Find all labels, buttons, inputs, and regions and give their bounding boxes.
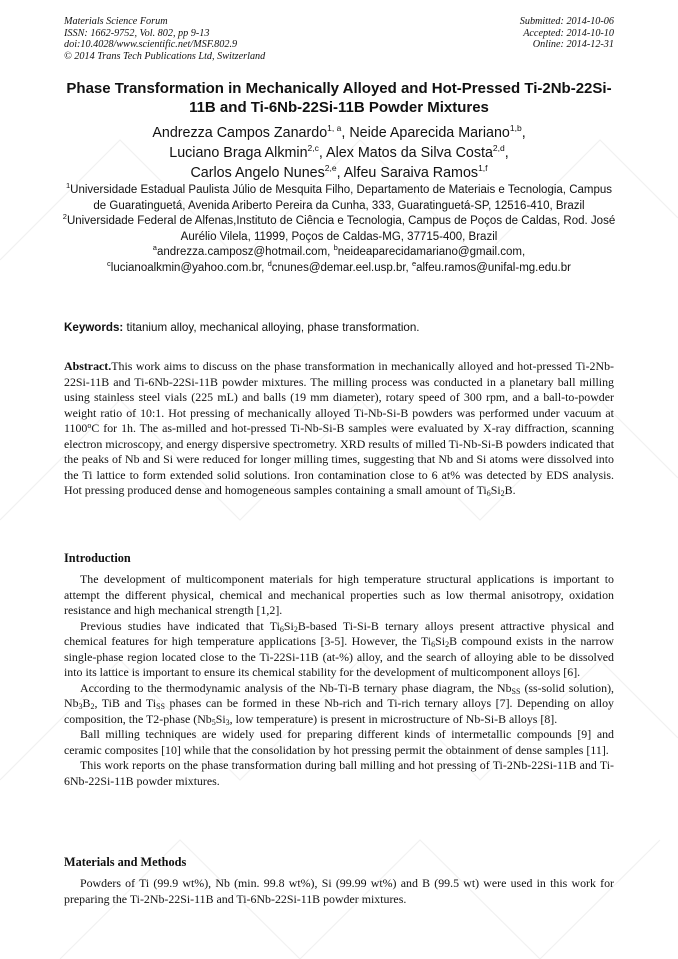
- affiliation-2: $^2$Universidade Federal de Alfenas,Instituto de Ciência e Tecnologia, Campus de Poços de Caldas, Rod. José Aurélio Vilela, 11999, Poços de Caldas-MG, 37715-400, Brazil: [62, 212, 616, 243]
- methods-paragraph: Powders of Ti (99.9 wt%), Nb (min. 99.8 wt%), Si (99.99 wt%) and B (99.5 wt) were used in this work for preparing the Ti-2Nb-22Si-11B and Ti-6Nb-22Si-11B powder mixtures.: [64, 876, 614, 906]
- intro-paragraph: Previous studies have indicated that $Ti_6Si_2B$-based Ti-Si-B ternary alloys present attractive physical and chemical features for high temperature applications [3-5]. However, the $Ti_6Si_2B$ compound exists in the narrow single-phase region located close to the Ti-22Si-11B (at-%) alloy, and the search of alloying able to be dissolved into its lattice is important to ensure its chemical stability for the development of multicomponent alloys [6].: [64, 618, 614, 679]
- intro-paragraph: This work reports on the phase transformation during ball milling and hot pressing of Ti-2Nb-22Si-11B and Ti-6Nb-22Si-11B powder mixtures.: [64, 758, 614, 788]
- introduction-body: [64, 572, 614, 789]
- submission-dates: [520, 16, 614, 51]
- journal-issn: ISSN: 1662-9752, Vol. 802, pp 9-13: [64, 27, 210, 39]
- author-name: Luciano Braga Alkmin: [169, 144, 308, 161]
- author-list: Andrezza Campos Zanardo$^{1, a}$, Neide Aparecida Mariano$^{1,b}$, Luciano Braga Alkmin$^{2,c}$, Alex Matos da Silva Costa$^{2,d}$, Carlos Angelo Nunes$^{2,e}$, Alfeu Saraiva Ramos$^{1,f}$: [152, 123, 526, 181]
- keywords-text: titanium alloy, mechanical alloying, phase transformation.: [126, 321, 420, 334]
- submitted-date: Submitted: 2014-10-06: [519, 16, 614, 27]
- author-sup: 2,c: [307, 142, 319, 153]
- author-name: Carlos Angelo Nunes: [190, 164, 325, 181]
- email-list: $^a$andrezza.camposz@hotmail.com, $^b$neideaparecidamariano@gmail.com, $^c$lucianoalkmin@yahoo.com.br, $^d$cnunes@demar.eel.usp.br, $^e$alfeu.ramos@unifal-mg.edu.br: [107, 243, 571, 274]
- journal-name: Materials Science Forum: [64, 16, 168, 27]
- author-sup: 1, a: [327, 123, 342, 133]
- paper-title: Phase Transformation in Mechanically Alloyed and Hot-Pressed Ti-2Nb-22Si-11B and Ti-6Nb-22Si-11B Powder Mixtures: [66, 80, 612, 116]
- methods-body: [64, 876, 614, 907]
- keywords: [64, 321, 614, 335]
- author-name: Neide Aparecida Mariano: [349, 125, 510, 141]
- abstract-label: Abstract.: [64, 359, 112, 373]
- intro-paragraph: The development of multicomponent materials for high temperature structural applications is important to attempt the different physical, chemical and mechanical properties such as low thermal anisotropy, oxidation resistance and high mechanical strength [1,2].: [64, 572, 614, 617]
- abstract: Abstract.This work aims to discuss on the phase transformation in mechanically alloyed and hot-pressed Ti-2Nb-22Si-11B and Ti-6Nb-22Si-11B powder mixtures. The milling process was conducted in a planetary ball milling using stainless steel vials (225 mL) and balls (19 mm diameter), rotary speed of 300 rpm, and a ball-to-powder weight ratio of 10:1. Hot pressing of mechanically alloyed Ti-Nb-Si-B powders was performed under vacuum at 1100$^o$C for 1h. The as-milled and hot-pressed Ti-Nb-Si-B samples were evaluated by X-ray diffraction, scanning electron microscopy, and energy dispersive spectrometry. XRD results of milled Ti-Nb-Si-B powders indicated that the peaks of Nb and Si were reduced for longer milling times, suggesting that Nb and Si atoms were dissolved into the Ti lattice to form extended solid solutions. Iron contamination close to 6 at% was detected by EDS analysis. Hot pressing produced dense and homogeneous samples containing a small amount of $Ti_6Si_2B$.: [64, 359, 614, 498]
- affiliations: [60, 183, 618, 277]
- author-name: Alex Matos da Silva Costa: [326, 144, 493, 161]
- author-sup: 2,d: [492, 142, 505, 153]
- author-sup: 2,e: [324, 162, 337, 173]
- journal-info: [64, 16, 265, 62]
- keywords-label: Keywords:: [64, 321, 124, 334]
- author-sup: 1,b: [509, 123, 522, 133]
- email-link[interactable]: lucianoalkmin@yahoo.com.br,: [110, 261, 265, 274]
- online-date: Online: 2014-12-31: [532, 39, 614, 51]
- journal-copyright: © 2014 Trans Tech Publications Ltd, Switzerland: [64, 50, 266, 62]
- accepted-date: Accepted: 2014-10-10: [523, 27, 614, 39]
- author-name: Alfeu Saraiva Ramos: [343, 164, 479, 181]
- author-name: Andrezza Campos Zanardo: [152, 125, 328, 141]
- intro-paragraph: Ball milling techniques are widely used for preparing different kinds of intermetallic compounds [9] and ceramic composites [10] while that the consolidation by hot pressing permit the obtainment of dense samples [11].: [64, 727, 614, 757]
- email-link[interactable]: cnunes@demar.eel.usp.br,: [271, 261, 409, 274]
- section-heading-methods: Materials and Methods: [64, 855, 187, 869]
- affiliation-1: $^1$Universidade Estadual Paulista Júlio de Mesquita Filho, Departamento de Materiais e Tecnologia, Campus de Guaratinguetá, Avenida Ariberto Pereira da Cunha, 333, Guaratinguetá-SP, 12516-410, Brazil: [65, 181, 613, 212]
- journal-doi: doi:10.4028/www.scientific.net/MSF.802.9: [64, 39, 238, 51]
- email-link[interactable]: neideaparecidamariano@gmail.com,: [337, 246, 526, 259]
- intro-paragraph: According to the thermodynamic analysis of the Nb-Ti-B ternary phase diagram, the $Nb_{SS}$ (ss-solid solution), $Nb_3B_2$, TiB and $Ti_{SS}$ phases can be formed in these Nb-rich and Ti-rich ternary alloys [7]. Depending on alloy composition, the T2-phase ($Nb_5Si_3$, low temperature) is present in microstructure of Nb-Si-B alloys [8].: [64, 680, 615, 727]
- section-heading-introduction: Introduction: [64, 551, 131, 565]
- email-link[interactable]: alfeu.ramos@unifal-mg.edu.br: [416, 261, 571, 274]
- author-sup: 1,f: [478, 162, 488, 173]
- email-link[interactable]: andrezza.camposz@hotmail.com,: [156, 246, 331, 259]
